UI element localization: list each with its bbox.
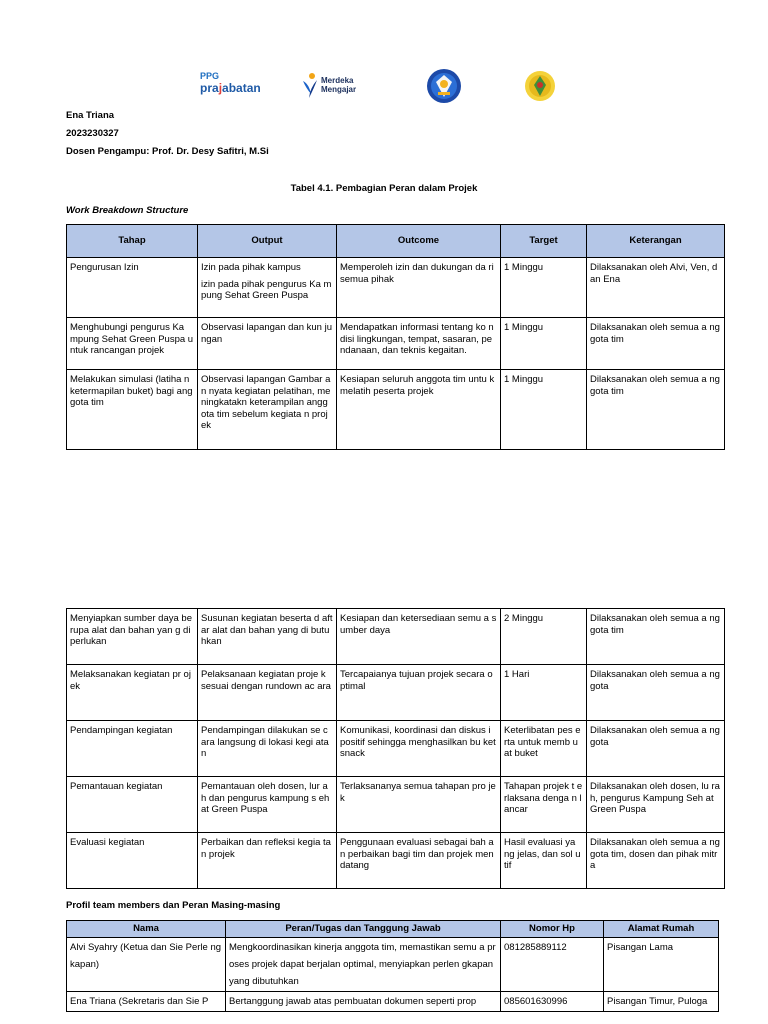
column-header-alamat: Alamat Rumah: [604, 921, 719, 938]
table-row: [67, 937, 719, 991]
column-header-target: Target: [501, 225, 587, 258]
table-row: [67, 370, 725, 450]
cell-output: Pelaksanaan kegiatan proje k sesuai dengan rundown ac ara: [198, 665, 337, 721]
table-row: [67, 991, 719, 1011]
cell-outcome: Kesiapan seluruh anggota tim untu k melatih peserta projek: [337, 370, 501, 450]
cell-alamat: Pisangan Timur, Puloga: [604, 991, 719, 1011]
wbs-table-continued: [66, 608, 725, 889]
cell-tahap: Melakukan simulasi (latiha n ketermapilan buket) bagi anggota tim: [67, 370, 198, 450]
cell-outcome: Mendapatkan informasi tentang ko ndisi lingkungan, tempat, sasaran, pendanaan, dan teknis kegaitan.: [337, 318, 501, 370]
table-row: [67, 833, 725, 889]
cell-keterangan: Dilaksanakan oleh semua a nggota: [587, 665, 725, 721]
merdeka-mengajar-emblem-icon: [300, 72, 320, 100]
cell-target: 1 Minggu: [501, 318, 587, 370]
cell-target: 1 Hari: [501, 665, 587, 721]
cell-outcome: Komunikasi, koordinasi dan diskus i positif sehingga menghasilkan bu ket snack: [337, 721, 501, 777]
cell-nomor-hp: 085601630996: [501, 991, 604, 1011]
cell-tahap: Menyiapkan sumber daya berupa alat dan bahan yan g diperlukan: [67, 609, 198, 665]
cell-outcome: Tercapaianya tujuan projek secara optimal: [337, 665, 501, 721]
cell-outcome: Kesiapan dan ketersediaan semu a sumber daya: [337, 609, 501, 665]
cell-keterangan: Dilaksanakan oleh semua a nggota tim: [587, 609, 725, 665]
cell-target: 1 Minggu: [501, 258, 587, 318]
cell-nomor-hp: 081285889112: [501, 937, 604, 991]
prajabatan-logo-text: prajabatan: [200, 81, 261, 95]
table-row: [67, 258, 725, 318]
lecturer-line: Dosen Pengampu: Prof. Dr. Desy Safitri, M.Si: [66, 146, 269, 157]
cell-output: Observasi lapangan dan kun jungan: [198, 318, 337, 370]
column-header-output: Output: [198, 225, 337, 258]
cell-target: Tahapan projek t erlaksana denga n lancar: [501, 777, 587, 833]
cell-tahap: Melaksanakan kegiatan pr ojek: [67, 665, 198, 721]
cell-keterangan: Dilaksanakan oleh semua a nggota tim: [587, 370, 725, 450]
cell-keterangan: Dilaksanakan oleh semua a nggota tim, dosen dan pihak mitra: [587, 833, 725, 889]
cell-outcome: Terlaksananya semua tahapan pro jek: [337, 777, 501, 833]
table-row: [67, 318, 725, 370]
university-emblem-icon: [524, 69, 556, 103]
output-paragraph: Izin pada pihak kampus: [201, 262, 301, 273]
column-header-nomor-hp: Nomor Hp: [501, 921, 604, 938]
cell-output: [198, 258, 337, 318]
cell-output: Perbaikan dan refleksi kegia tan projek: [198, 833, 337, 889]
student-name: Ena Triana: [66, 110, 115, 121]
profile-section-title: Profil team members dan Peran Masing-masing: [66, 900, 281, 911]
column-header-nama: Nama: [67, 921, 226, 938]
cell-tahap: Evaluasi kegiatan: [67, 833, 198, 889]
wbs-table-header-row: [67, 225, 725, 258]
cell-target: 2 Minggu: [501, 609, 587, 665]
cell-outcome: Penggunaan evaluasi sebagai bah an perbaikan bagi tim dan projek mendatang: [337, 833, 501, 889]
column-header-keterangan: Keterangan: [587, 225, 725, 258]
table-row: [67, 609, 725, 665]
table-row: [67, 721, 725, 777]
cell-tahap: Pemantauan kegiatan: [67, 777, 198, 833]
cell-tahap: Menghubungi pengurus Ka mpung Sehat Green Puspa untuk rancangan projek: [67, 318, 198, 370]
cell-alamat: Pisangan Lama: [604, 937, 719, 991]
cell-keterangan: Dilaksanakan oleh dosen, lu rah, pengurus Kampung Seh at Green Puspa: [587, 777, 725, 833]
merdeka-mengajar-logo: [300, 72, 370, 100]
cell-target: Keterlibatan pes erta untuk memb uat buket: [501, 721, 587, 777]
cell-keterangan: Dilaksanakan oleh semua a nggota tim: [587, 318, 725, 370]
cell-output: Observasi lapangan Gambar an nyata kegiatan pelatihan, meningkatakn keterampilan anggota tim sebelum kegiata n projek: [198, 370, 337, 450]
cell-outcome: Memperoleh izin dan dukungan da ri semua pihak: [337, 258, 501, 318]
cell-keterangan: Dilaksanakan oleh semua a nggota: [587, 721, 725, 777]
cell-output: Pemantauan oleh dosen, lur ah dan pengurus kampung s ehat Green Puspa: [198, 777, 337, 833]
cell-output: Pendampingan dilakukan se cara langsung di lokasi kegi atan: [198, 721, 337, 777]
cell-target: Hasil evaluasi ya ng jelas, dan sol utif: [501, 833, 587, 889]
student-id: 2023230327: [66, 128, 119, 139]
profile-table: [66, 920, 719, 1012]
profile-table-header-row: [67, 921, 719, 938]
output-paragraph: izin pada pihak pengurus Ka mpung Sehat Green Puspa: [201, 278, 332, 301]
cell-tahap: Pengurusan Izin: [67, 258, 198, 318]
logo-bar: [0, 68, 768, 108]
table-caption: Tabel 4.1. Pembagian Peran dalam Projek: [290, 183, 478, 194]
column-header-outcome: Outcome: [337, 225, 501, 258]
merdeka-mengajar-text: Merdeka Mengajar: [321, 76, 357, 94]
column-header-tahap: Tahap: [67, 225, 198, 258]
table-row: [67, 777, 725, 833]
cell-target: 1 Minggu: [501, 370, 587, 450]
wbs-heading: Work Breakdown Structure: [66, 205, 189, 216]
column-header-peran: Peran/Tugas dan Tanggung Jawab: [226, 921, 501, 938]
kemdikbud-emblem-icon: [426, 68, 462, 104]
cell-keterangan: Dilaksanakan oleh Alvi, Ven, dan Ena: [587, 258, 725, 318]
wbs-table: [66, 224, 725, 450]
cell-peran: Bertanggung jawab atas pembuatan dokumen seperti prop: [226, 991, 501, 1011]
ppg-prajabatan-logo: [200, 71, 260, 99]
cell-peran: Mengkoordinasikan kinerja anggota tim, memastikan semu a proses projek dapat berjalan optimal, menyiapkan perlen gkapan yang dibutuhkan: [226, 937, 501, 991]
table-row: [67, 665, 725, 721]
ppg-logo-text: PPG: [200, 71, 220, 81]
cell-nama: Alvi Syahry (Ketua dan Sie Perle ngkapan): [67, 937, 226, 991]
cell-nama: Ena Triana (Sekretaris dan Sie P: [67, 991, 226, 1011]
cell-output: Susunan kegiatan beserta d aftar alat dan bahan yang di butuhkan: [198, 609, 337, 665]
cell-tahap: Pendampingan kegiatan: [67, 721, 198, 777]
